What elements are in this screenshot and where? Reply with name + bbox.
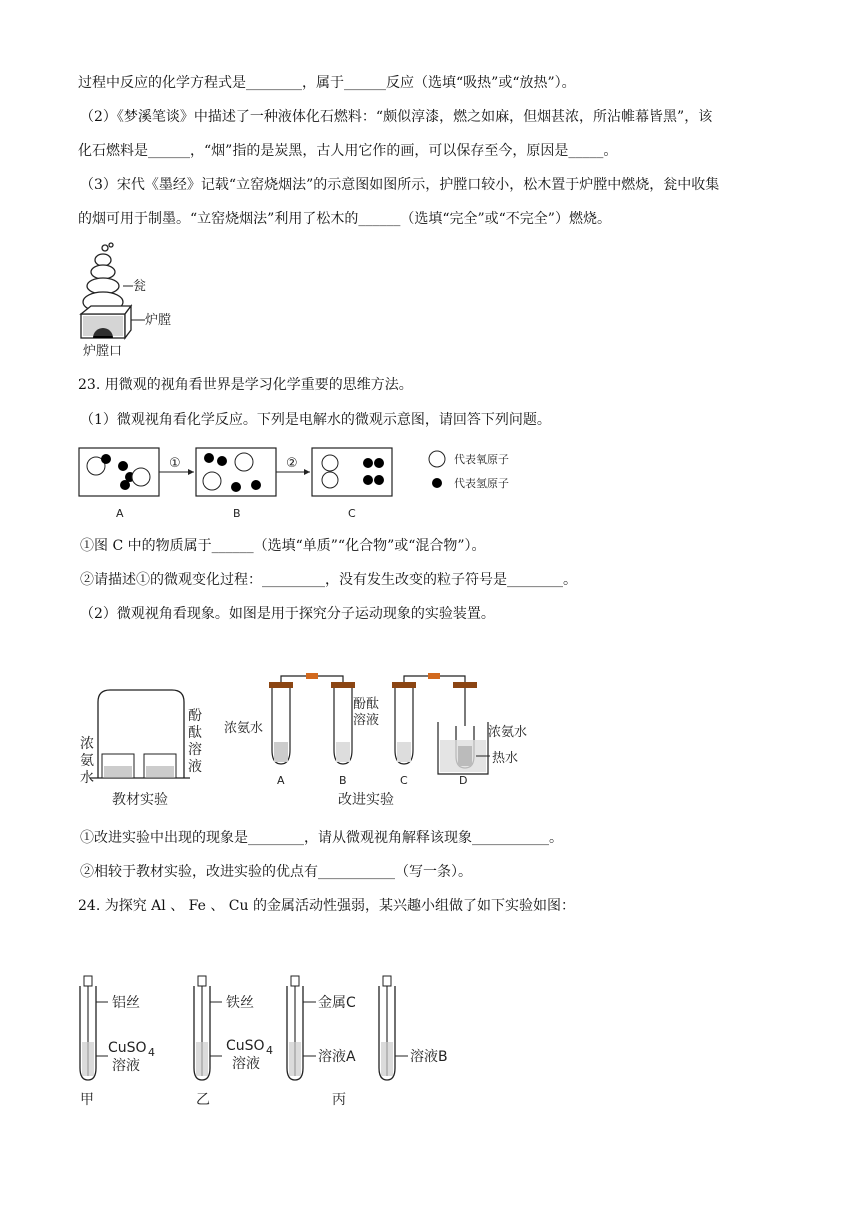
tube-d: D	[459, 774, 468, 787]
tube-c: C	[400, 774, 408, 787]
solution-a-label: 溶液A	[318, 1049, 356, 1065]
caption-yi: 乙	[196, 1092, 210, 1108]
lutangkou-label: 炉膛口	[83, 344, 123, 359]
text-line: （2）《梦溪笔谈》中描述了一种液体化石燃料：“颇似淳漆，燃之如麻，但烟甚浓，所沾帷幕皆黑”，该	[80, 109, 713, 125]
kiln-diagram	[75, 242, 195, 362]
text-line: ①图 C 中的物质属于______（选填“单质”“化合物”或“混合物”）。	[80, 538, 486, 554]
solution-label-1: 溶液	[112, 1058, 140, 1074]
textbook-phenol-1: 酚	[188, 708, 202, 724]
improved-caption: 改进实验	[338, 792, 394, 808]
text-line: （2）微观视角看现象。如图是用于探究分子运动现象的实验装置。	[80, 606, 495, 622]
lutang-label: 炉膛	[145, 313, 172, 328]
ammonia-label: 浓氨水	[224, 721, 264, 736]
weng-label: 瓮	[133, 279, 147, 294]
text-line: ②相较于教材实验，改进实验的优点有___________（写一条）。	[80, 864, 472, 880]
label-a: A	[116, 507, 124, 520]
textbook-phenol-3: 溶	[188, 742, 202, 758]
step-1: ①	[169, 456, 181, 471]
tube-b: B	[339, 774, 347, 787]
label-b: B	[233, 507, 241, 520]
solution-label-2: 溶液	[232, 1056, 260, 1072]
question-24: 24. 为探究 Al 、 Fe 、 Cu 的金属活动性强弱，某兴趣小组做了如下实验如图：	[78, 898, 575, 914]
caption-bing: 丙	[332, 1092, 346, 1108]
electrolysis-micro-diagram	[78, 445, 538, 520]
text-line: （3）宋代《墨经》记载“立窑烧烟法”的示意图如图所示，护膛口较小，松木置于炉膛中燃烧，瓮中收集	[80, 177, 720, 193]
metal-tubes-diagram	[78, 972, 498, 1112]
diffusion-diagram	[76, 668, 546, 816]
cuso4-label-2: CuSO	[226, 1038, 265, 1054]
question-23: 23. 用微观的视角看世界是学习化学重要的思维方法。	[78, 377, 413, 393]
text-line: ②请描述①的微观变化过程：_________，没有发生改变的粒子符号是________。	[80, 572, 577, 588]
phenol-label-2: 溶液	[353, 713, 380, 728]
metal-c-label: 金属C	[318, 995, 356, 1011]
fe-wire-label: 铁丝	[226, 995, 254, 1011]
textbook-ammonia-3: 水	[80, 770, 94, 786]
phenol-label-1: 酚酞	[353, 697, 380, 712]
textbook-phenol-4: 液	[188, 759, 202, 775]
caption-jia: 甲	[80, 1092, 94, 1108]
textbook-ammonia-2: 氨	[80, 753, 94, 769]
textbook-phenol-2: 酞	[188, 725, 202, 741]
ammonia-d-label: 浓氨水	[488, 725, 528, 740]
legend-hydrogen: 代表氢原子	[454, 477, 509, 490]
solution-b-label: 溶液B	[410, 1049, 448, 1065]
cuso4-label-1: CuSO	[108, 1040, 147, 1056]
tube-a: A	[277, 774, 285, 787]
text-line: （1）微观视角看化学反应。下列是电解水的微观示意图，请回答下列问题。	[80, 412, 551, 428]
text-line: 的烟可用于制墨。“立窑烧烟法”利用了松木的______（选填“完全”或“不完全”）燃烧。	[78, 211, 611, 227]
text-line: 过程中反应的化学方程式是________，属于______反应（选填“吸热”或“放热”）。	[78, 75, 576, 91]
textbook-ammonia-1: 浓	[80, 736, 94, 752]
text-line: ①改进实验中出现的现象是________，请从微观视角解释该现象___________。	[80, 830, 563, 846]
textbook-caption: 教材实验	[112, 792, 168, 808]
cuso4-sub-1: 4	[148, 1046, 155, 1059]
text-line: 化石燃料是______，“烟”指的是炭黑，古人用它作的画，可以保存至今，原因是_____。	[78, 143, 618, 159]
cuso4-sub-2: 4	[266, 1044, 273, 1057]
al-wire-label: 铝丝	[112, 995, 140, 1011]
hot-water-label: 热水	[492, 751, 519, 766]
label-c: C	[348, 507, 356, 520]
step-2: ②	[286, 456, 298, 471]
legend-oxygen: 代表氧原子	[454, 453, 509, 466]
